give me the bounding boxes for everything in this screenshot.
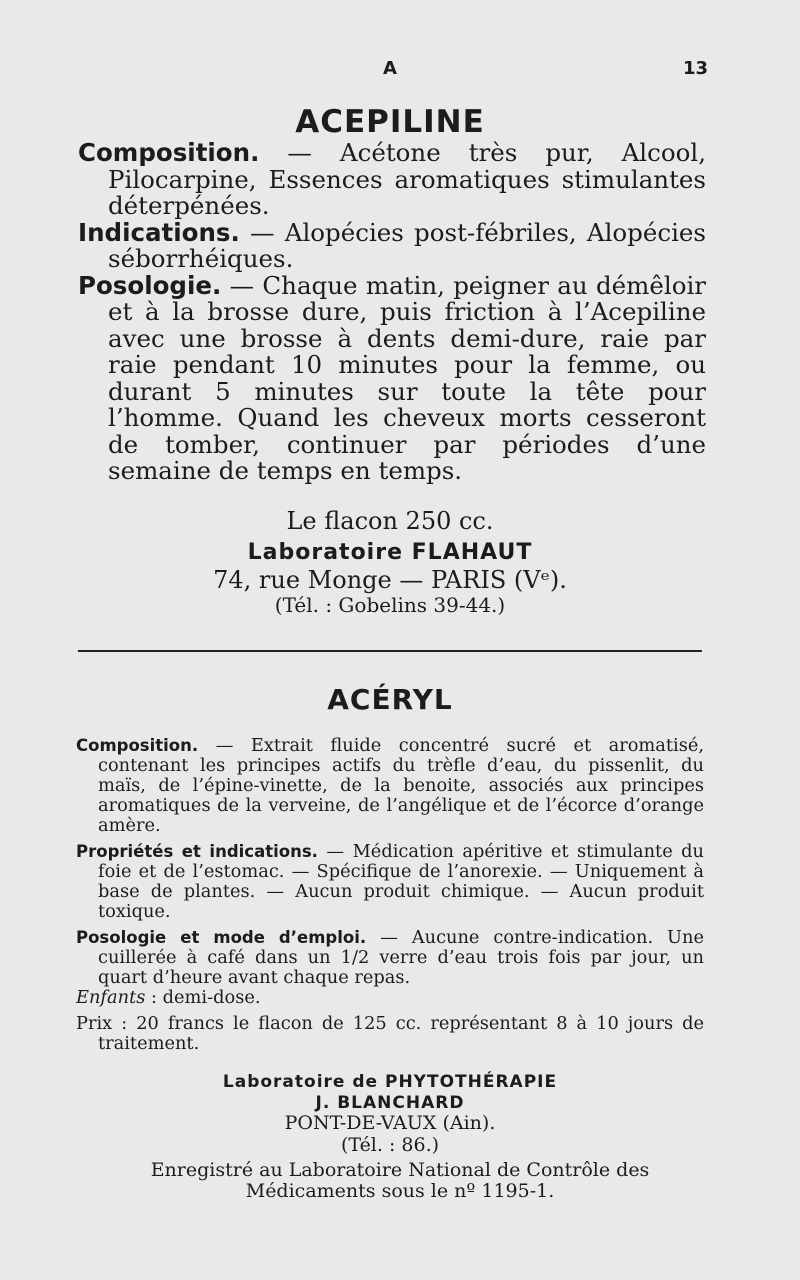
aceryl-enfants: [76, 988, 704, 1008]
acepiline-laboratory: Laboratoire FLAHAUT: [247, 540, 533, 565]
aceryl-entry: [76, 736, 704, 1060]
aceryl-prix: Prix : 20 francs le flacon de 125 cc. représentant 8 à 10 jours de traitement.: [76, 1013, 704, 1054]
enfants-label: Enfants: [76, 987, 146, 1008]
product-title-acepiline: ACEPILINE: [295, 104, 485, 140]
section-letter: A: [383, 58, 397, 79]
acepiline-flacon: Le flacon 250 cc.: [286, 507, 494, 535]
indications-label: Indications.: [78, 217, 240, 247]
composition-label: Composition.: [78, 138, 260, 167]
product-title-aceryl: ACÉRYL: [327, 683, 453, 716]
enfants-text: : demi-dose.: [145, 987, 261, 1008]
section-divider: [78, 650, 702, 652]
proprietes-label: Propriétés et indications.: [76, 842, 318, 861]
aceryl-phone: (Tél. : 86.): [340, 1134, 440, 1156]
posologie-text: — Aucune contre-indication. Une cuillerée à café dans un 1/2 verre d’eau trois fois par jour, un quart d’heure avant chaque repas.: [98, 927, 704, 988]
aceryl-composition: [76, 736, 704, 836]
posologie-text: — Chaque matin, peigner au démêloir et à la brosse dure, puis friction à l’Acepiline avec une brosse à dents demi-dure, raie par raie pendant 10 minutes pour la femme, ou durant 5 minutes sur toute la tête pour l’homme. Quand les cheveux morts cesseront de tomber, continuer par périodes d’une semaine de temps en temps.: [108, 270, 706, 485]
acepiline-composition: [78, 140, 706, 220]
aceryl-laboratory: Laboratoire de PHYTOTHÉRAPIE: [222, 1072, 558, 1092]
proprietes-text: — Médication apéritive et stimulante du foie et de l’estomac. — Spécifique de l’anorexie. — Uniquement à base de plantes. — Aucun produit chimique. — Aucun produit toxique.: [98, 841, 704, 922]
aceryl-proprietes: [76, 842, 704, 922]
composition-text: — Extrait fluide concentré sucré et aromatisé, contenant les principes actifs du trèfle d’eau, du pissenlit, du maïs, de l’épine-vinette, de la benoite, associés aux principes aromatiques de la verveine, de l’angélique et de l’écorce d’orange amère.: [98, 735, 704, 836]
page-number: 13: [682, 58, 708, 79]
acepiline-indications: [78, 217, 706, 273]
composition-text: — Acétone très pur, Alcool, Pilocarpine, Essences aromatiques stimulantes déterpénées.: [108, 138, 706, 220]
acepiline-address: 74, rue Monge — PARIS (Vᵉ).: [213, 566, 567, 594]
composition-label: Composition.: [76, 736, 199, 755]
aceryl-laboratory-name: J. BLANCHARD: [315, 1093, 465, 1113]
posologie-label: Posologie.: [78, 270, 222, 300]
acepiline-posologie: [78, 270, 706, 485]
aceryl-posologie: [76, 928, 704, 988]
acepiline-entry: [78, 140, 706, 485]
posologie-label: Posologie et mode d’emploi.: [76, 928, 367, 947]
acepiline-phone: (Tél. : Gobelins 39-44.): [274, 593, 506, 617]
indications-text: — Alopécies post-fébriles, Alopécies séborrhéiques.: [108, 217, 706, 273]
aceryl-registration: Enregistré au Laboratoire National de Contrôle des Médicaments sous le nº 1195-1.: [150, 1159, 650, 1202]
aceryl-address: PONT-DE-VAUX (Ain).: [284, 1112, 496, 1134]
